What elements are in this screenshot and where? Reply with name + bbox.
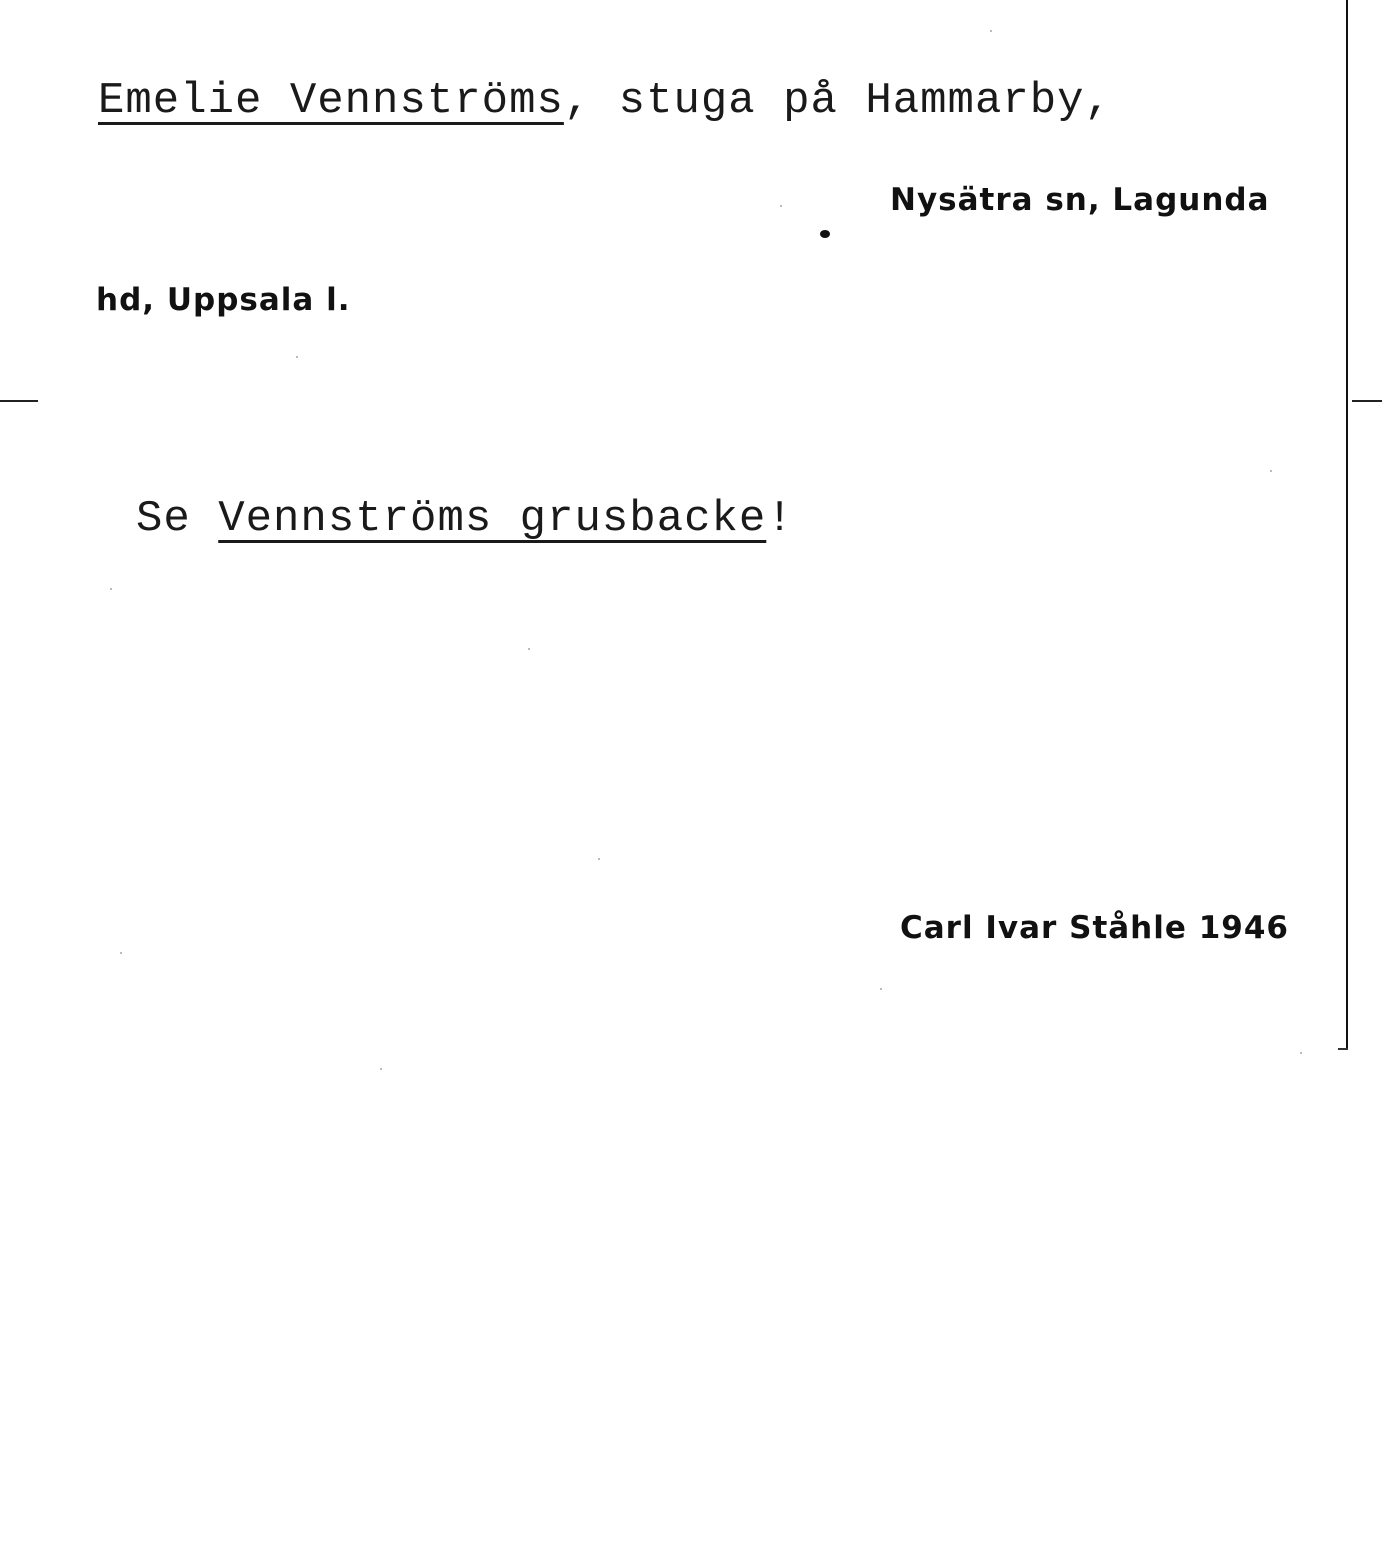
right-punch-mark — [1352, 400, 1382, 402]
reference-prefix: Se — [136, 494, 219, 544]
card-corner-mark — [1338, 1048, 1348, 1050]
paper-speck — [110, 588, 112, 590]
ink-dot — [820, 230, 830, 238]
reference-suffix: ! — [766, 494, 794, 544]
heading-name: Emelie Vennströms — [98, 76, 564, 126]
paper-speck — [990, 30, 992, 32]
signature: Carl Ivar Ståhle 1946 — [900, 910, 1289, 946]
card-right-edge — [1346, 0, 1348, 1050]
left-punch-mark — [0, 400, 38, 402]
paper-speck — [1270, 470, 1272, 472]
reference-target: Vennströms grusbacke — [218, 494, 767, 544]
paper-speck — [120, 952, 122, 954]
location-line-2: hd, Uppsala l. — [96, 282, 351, 318]
location-line-1: Nysätra sn, Lagunda — [890, 182, 1270, 218]
paper-speck — [380, 1068, 382, 1070]
card-heading — [98, 76, 1112, 126]
paper-speck — [598, 858, 600, 860]
paper-speck — [1300, 1052, 1302, 1054]
paper-speck — [296, 356, 298, 358]
paper-speck — [528, 648, 530, 650]
heading-rest: , stuga på Hammarby, — [563, 76, 1112, 126]
paper-speck — [880, 988, 882, 990]
cross-reference — [136, 494, 794, 544]
paper-speck — [780, 205, 782, 207]
